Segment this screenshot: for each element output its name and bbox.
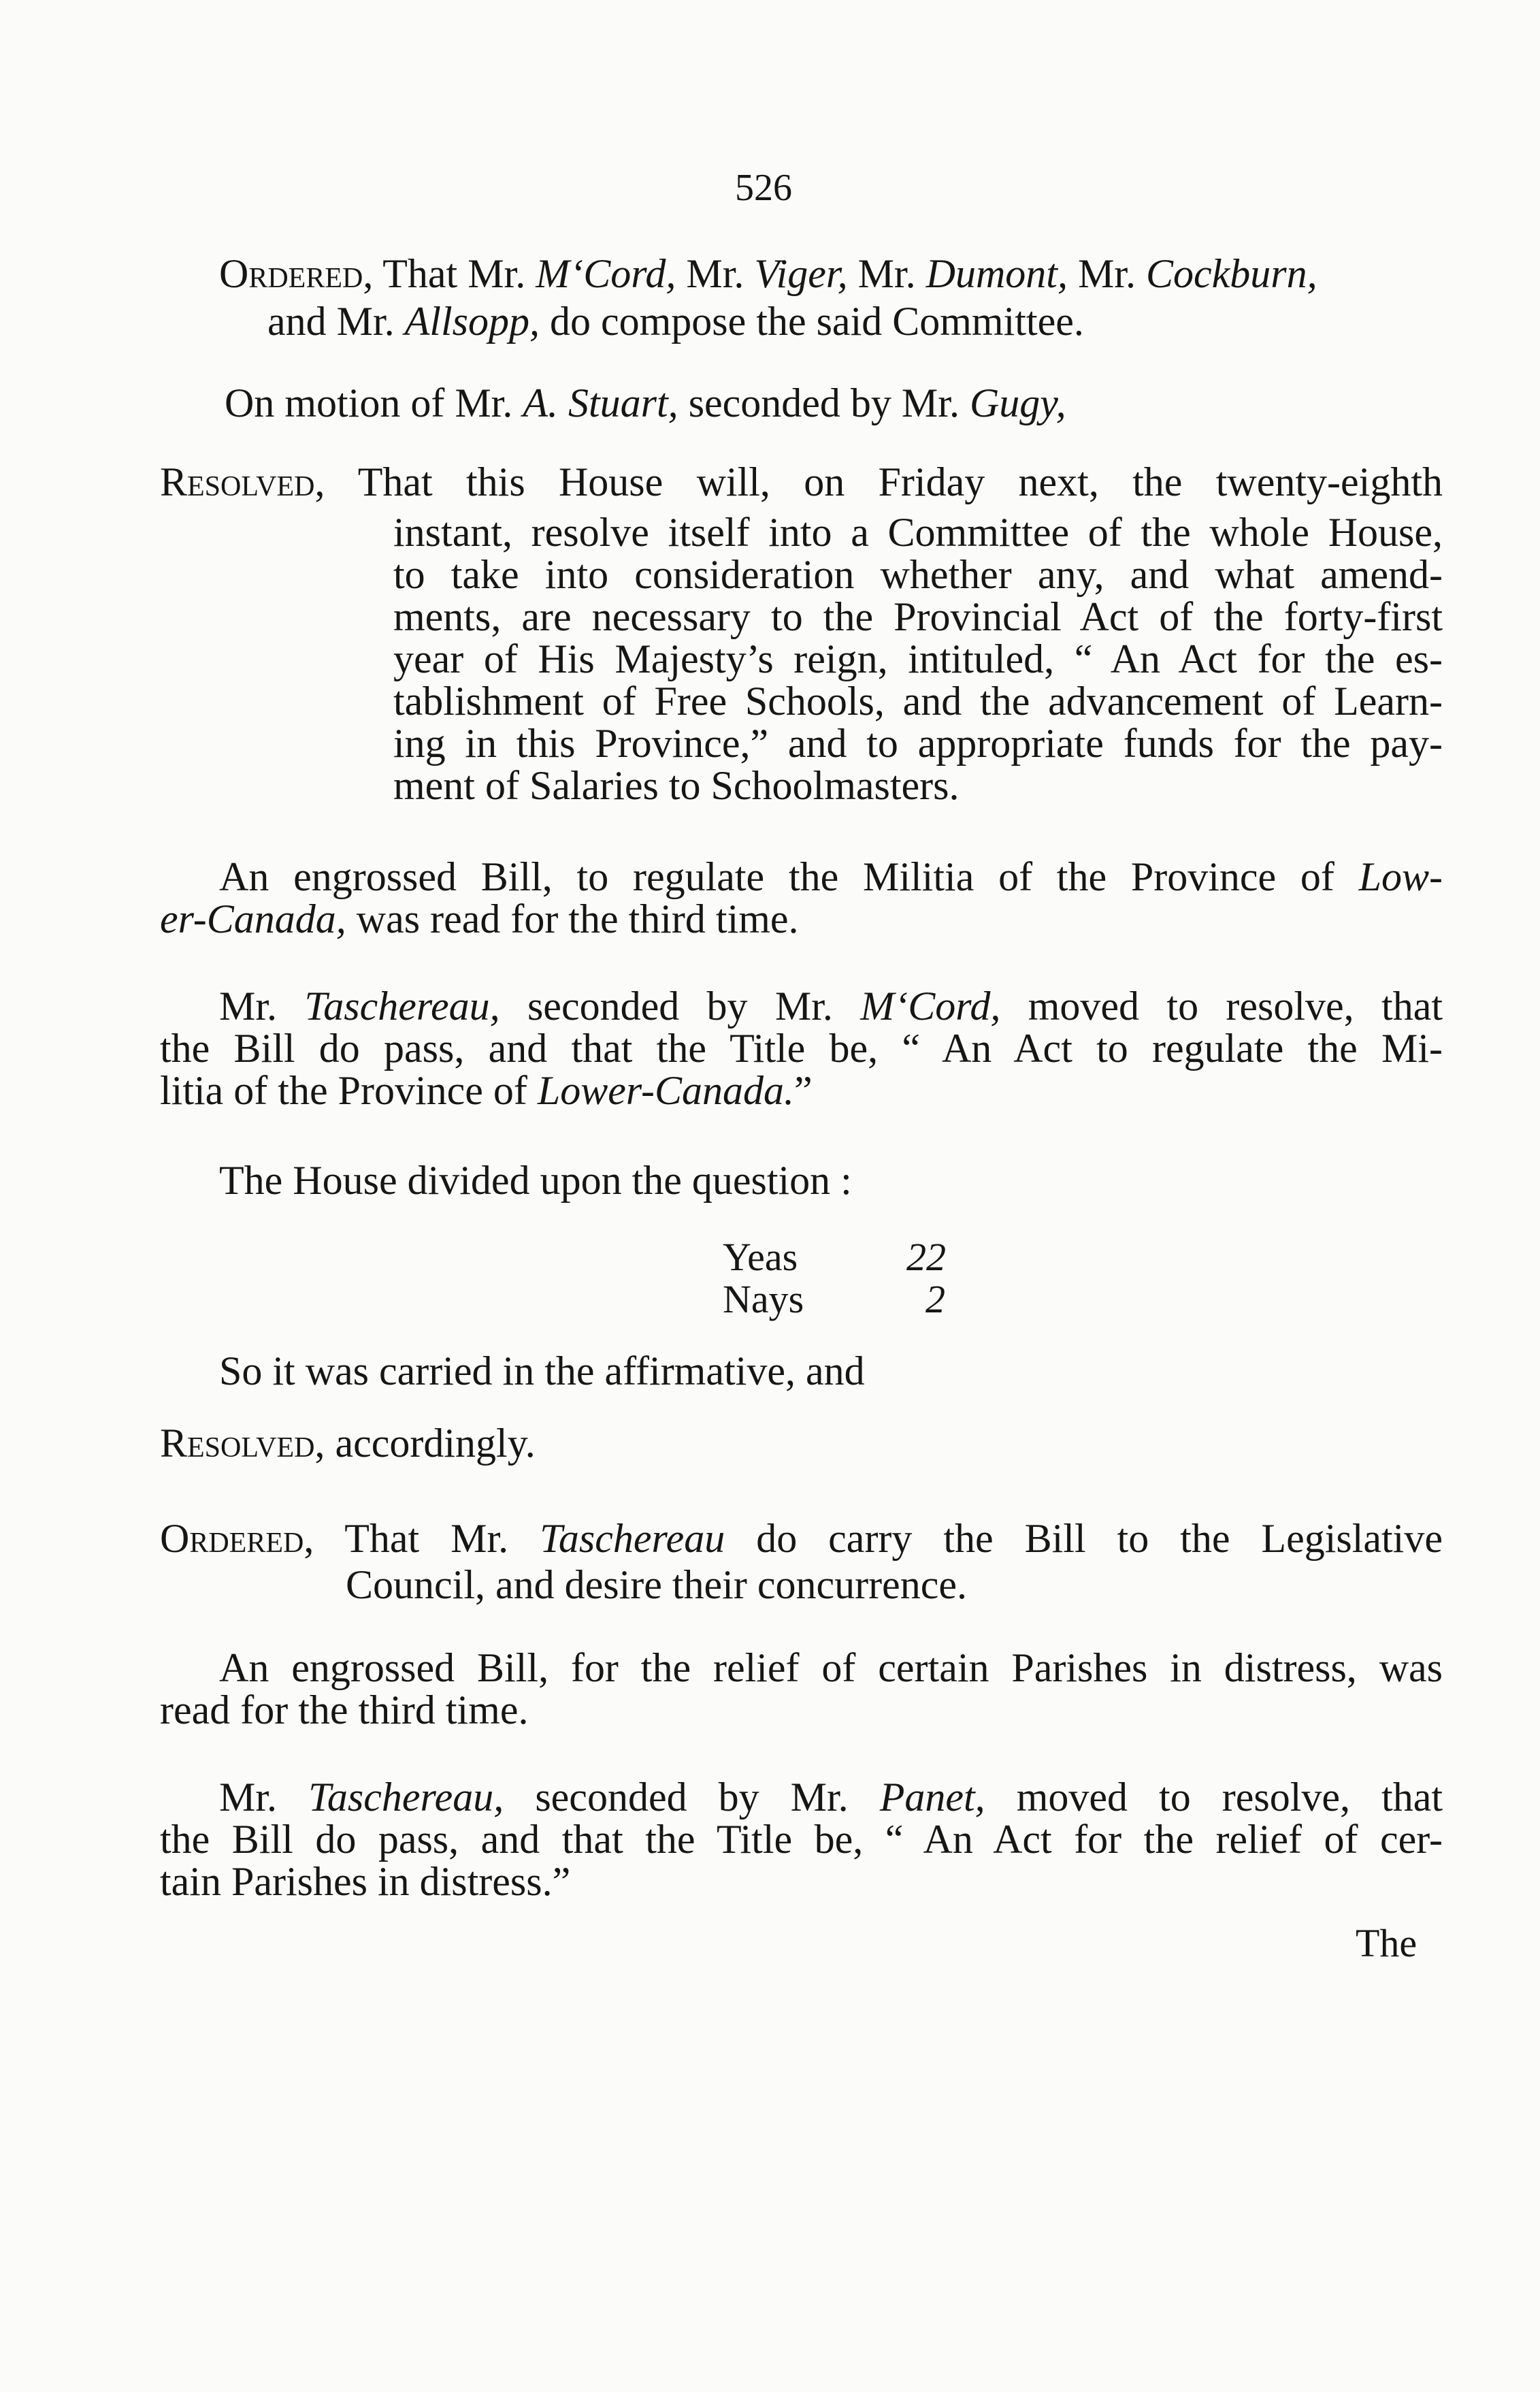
text: That Mr. [373, 251, 536, 296]
text: and Mr. [267, 299, 405, 344]
member-name: Cockburn, [1145, 251, 1317, 296]
resolved-schools-line-8: ment of Salaries to Schoolmasters. [393, 763, 960, 808]
nays-count: 2 [925, 1277, 945, 1321]
text: Mr. [847, 251, 926, 296]
resolved-schools-line-5: year of His Majesty’s reign, intituled, “ An Act for the es- [393, 636, 1443, 681]
division-intro: The House divided upon the question : [219, 1158, 852, 1203]
member-name: Allsopp, [404, 299, 540, 344]
text: An engrossed Bill, to regulate the Militia of the Province of [219, 854, 1359, 899]
ordered-committee-line-1 [219, 253, 1317, 294]
text: Mr. [219, 984, 305, 1029]
text: was read for the third time. [346, 896, 799, 941]
text: That Mr. [314, 1516, 540, 1561]
ordered-lead: Ordered, [219, 251, 374, 296]
text: ” [794, 1068, 813, 1113]
text: seconded by Mr. [499, 984, 861, 1029]
member-name: Dumont, [925, 251, 1068, 296]
member-name: Gugy, [969, 381, 1066, 425]
resolved-schools-line-4: ments, are necessary to the Provincial Act of the forty-first [393, 594, 1443, 639]
text: do compose the said Committee. [540, 299, 1084, 344]
motion-militia-line-1 [219, 986, 1443, 1027]
text: Mr. [219, 1775, 309, 1820]
member-name: A. Stuart, [523, 381, 678, 425]
motion-parishes-line-2: the Bill do pass, and that the Title be, “ An Act for the relief of cer- [160, 1817, 1443, 1862]
text: litia of the Province of [160, 1068, 538, 1113]
text: seconded by Mr. [678, 381, 970, 425]
place-name: Lower-Canada. [537, 1068, 795, 1113]
member-name: Panet, [879, 1775, 985, 1820]
ordered-lead: Ordered, [160, 1516, 314, 1561]
member-name: M‘Cord, [536, 251, 676, 296]
motion-parishes-line-3: tain Parishes in distress.” [160, 1859, 571, 1904]
yeas-row [723, 1235, 946, 1279]
text: That this House will, on Friday next, the twenty-eighth [325, 459, 1443, 504]
text: moved to resolve, that [1000, 984, 1443, 1029]
page-number: 526 [735, 167, 792, 209]
resolved-lead: Resolved, [160, 1421, 325, 1466]
parishes-bill-line-2: read for the third time. [160, 1687, 529, 1732]
yeas-count: 22 [906, 1235, 946, 1279]
militia-bill-line-1 [219, 856, 1443, 897]
text: Mr. [1067, 251, 1146, 296]
militia-bill-line-2 [160, 896, 799, 941]
member-name: Viger, [754, 251, 848, 296]
place-name: Low- [1358, 854, 1443, 899]
member-name: Taschereau [540, 1516, 725, 1561]
resolved-accordingly-line [160, 1423, 536, 1464]
motion-stuart-line [225, 383, 1066, 423]
member-name: M‘Cord, [860, 984, 1001, 1029]
text: accordingly. [325, 1421, 536, 1466]
motion-militia-line-3 [160, 1070, 813, 1111]
yeas-label: Yeas [723, 1235, 798, 1279]
nays-label: Nays [723, 1277, 804, 1321]
ordered-carry-line-1 [160, 1518, 1443, 1559]
ordered-carry-line-2: Council, and desire their concurrence. [346, 1562, 967, 1607]
text: seconded by Mr. [504, 1775, 880, 1820]
resolved-schools-line-7: ing in this Province,” and to appropriate funds for the pay- [393, 721, 1443, 766]
catchword: The [1356, 1921, 1418, 1965]
motion-militia-line-2: the Bill do pass, and that the Title be, “ An Act to regulate the Mi- [160, 1026, 1443, 1071]
resolved-schools-line-2: instant, resolve itself into a Committee of the whole House, [393, 510, 1443, 555]
text: moved to resolve, that [985, 1775, 1443, 1820]
motion-parishes-line-1 [219, 1775, 1443, 1820]
member-name: Taschereau, [304, 984, 500, 1029]
member-name: Taschereau, [308, 1775, 504, 1820]
text: Mr. [676, 251, 755, 296]
text: do carry the Bill to the Legislative [725, 1516, 1443, 1561]
resolved-schools-line-6: tablishment of Free Schools, and the advancement of Learn- [393, 679, 1443, 724]
carried-line: So it was carried in the affirmative, and [219, 1348, 865, 1393]
text: On motion of Mr. [225, 381, 523, 425]
resolved-schools-line-1 [160, 459, 1443, 504]
resolved-lead: Resolved, [160, 459, 325, 504]
resolved-schools-line-3: to take into consideration whether any, and what amend- [393, 552, 1443, 597]
parishes-bill-line-1: An engrossed Bill, for the relief of certain Parishes in distress, was [219, 1645, 1443, 1690]
ordered-committee-line-2 [267, 301, 1084, 342]
place-name: er-Canada, [160, 896, 346, 941]
nays-row [723, 1277, 945, 1321]
